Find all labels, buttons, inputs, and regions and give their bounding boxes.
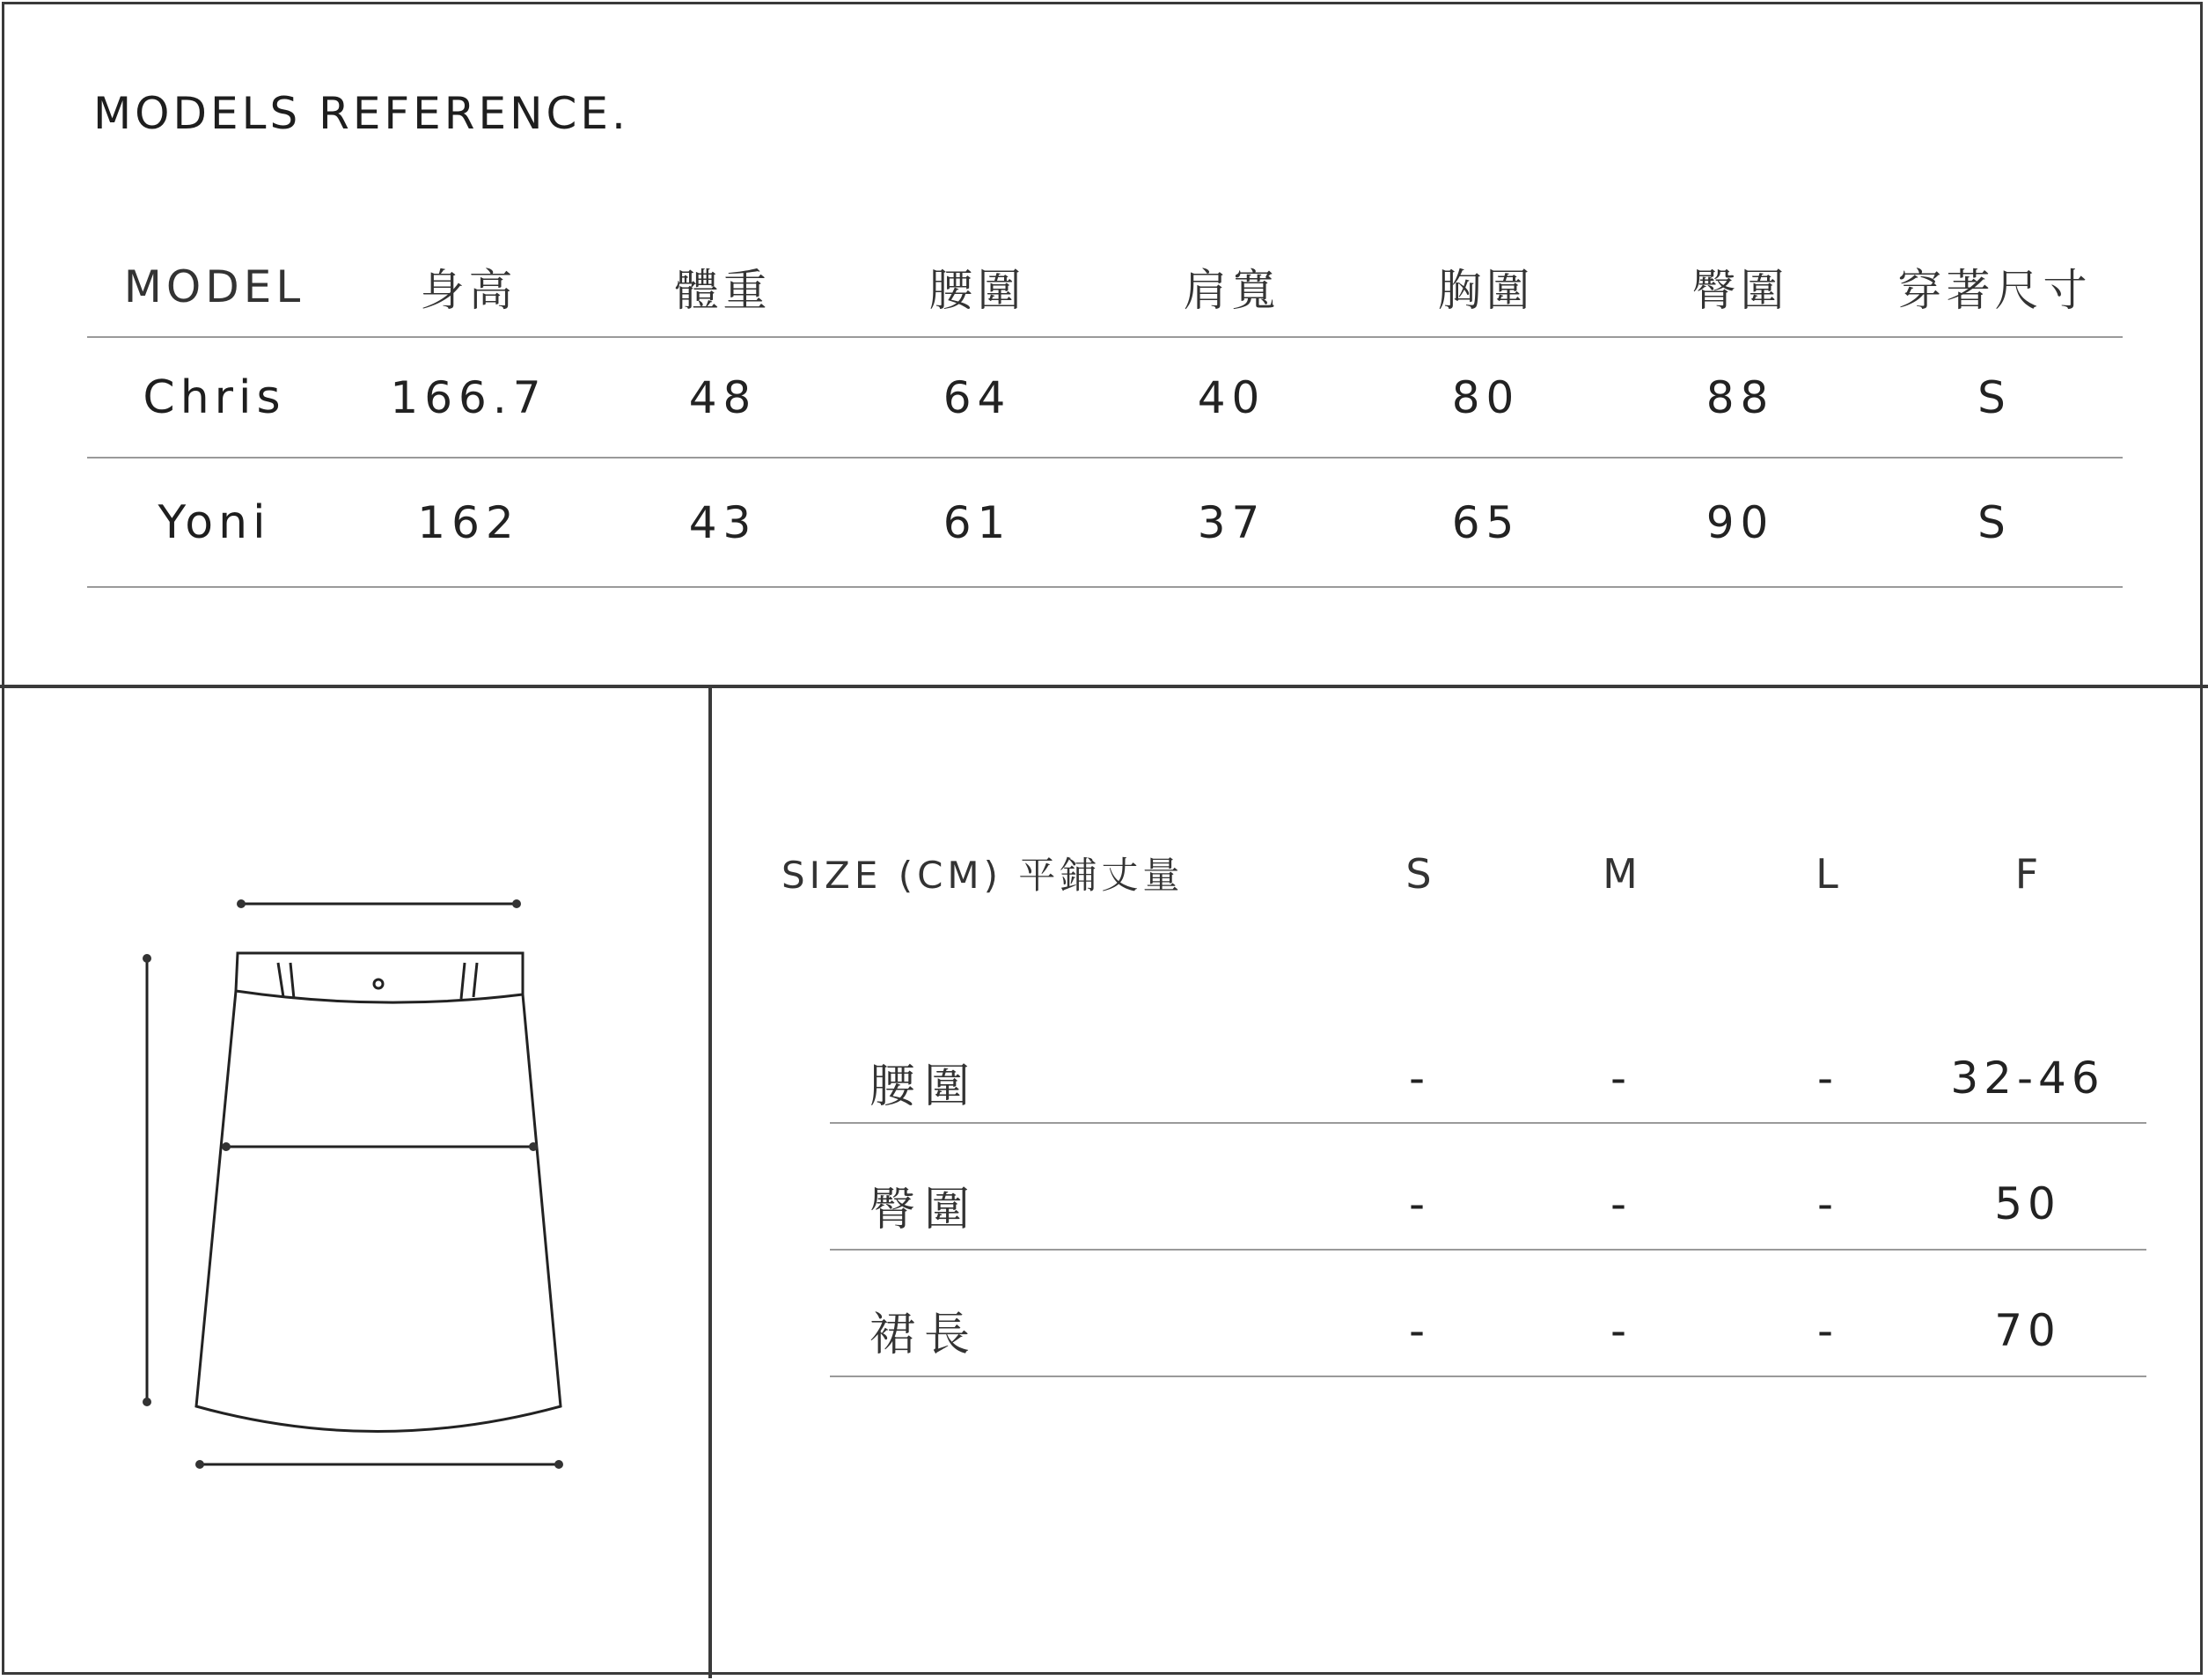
model-height: 162	[417, 496, 520, 548]
model-shoulder: 40	[1197, 371, 1266, 423]
size-value: -	[1610, 1305, 1632, 1356]
model-waist: 61	[943, 496, 1012, 548]
size-value: -	[1610, 1053, 1632, 1104]
models-reference-title: MODELS REFERENCE.	[93, 88, 629, 139]
model-name: Yoni	[158, 495, 271, 549]
model-name: Chris	[143, 370, 286, 424]
size-col-s: S	[1405, 850, 1434, 898]
size-value: -	[1816, 1053, 1839, 1104]
size-value: -	[1610, 1178, 1632, 1229]
model-size: S	[1977, 371, 2012, 423]
header-waist: 腰圍	[928, 265, 1026, 316]
model-weight: 48	[688, 371, 758, 423]
table-row	[830, 1124, 2146, 1251]
model-chest: 80	[1451, 371, 1521, 423]
model-hip: 88	[1706, 371, 1775, 423]
model-height: 166.7	[390, 371, 547, 423]
header-height: 身高	[420, 265, 517, 316]
header-size-worn: 穿著尺寸	[1897, 265, 2092, 316]
model-hip: 90	[1706, 496, 1775, 548]
size-value: 32-46	[1950, 1053, 2105, 1104]
model-shoulder: 37	[1197, 496, 1266, 548]
skirt-measurement-diagram-icon	[0, 0, 712, 1680]
size-value: -	[1408, 1178, 1431, 1229]
size-col-l: L	[1816, 850, 1840, 898]
size-value: -	[1816, 1178, 1839, 1229]
model-chest: 65	[1451, 496, 1521, 548]
header-model: MODEL	[123, 261, 305, 312]
size-row-label: 裙長	[869, 1309, 979, 1361]
size-value: 70	[1994, 1305, 2061, 1356]
header-weight: 體重	[674, 265, 772, 316]
table-row	[830, 1037, 2146, 1124]
size-col-f: F	[2014, 850, 2041, 898]
skirt-body	[196, 991, 561, 1432]
header-hip: 臀圍	[1691, 265, 1789, 316]
size-value: -	[1408, 1053, 1431, 1104]
size-value: 50	[1994, 1178, 2061, 1229]
size-row-label: 腰圍	[869, 1060, 979, 1113]
header-shoulder: 肩寬	[1183, 265, 1280, 316]
size-chart-title: SIZE (CM) 平鋪丈量	[781, 854, 1185, 897]
size-value: -	[1816, 1305, 1839, 1356]
model-weight: 43	[688, 496, 758, 548]
model-size: S	[1977, 496, 2012, 548]
table-row	[830, 1251, 2146, 1377]
model-waist: 64	[943, 371, 1012, 423]
header-chest: 胸圍	[1437, 265, 1535, 316]
size-row-label: 臀圍	[869, 1184, 979, 1236]
size-col-m: M	[1603, 850, 1639, 898]
size-value: -	[1408, 1305, 1431, 1356]
waistband	[236, 953, 523, 1002]
